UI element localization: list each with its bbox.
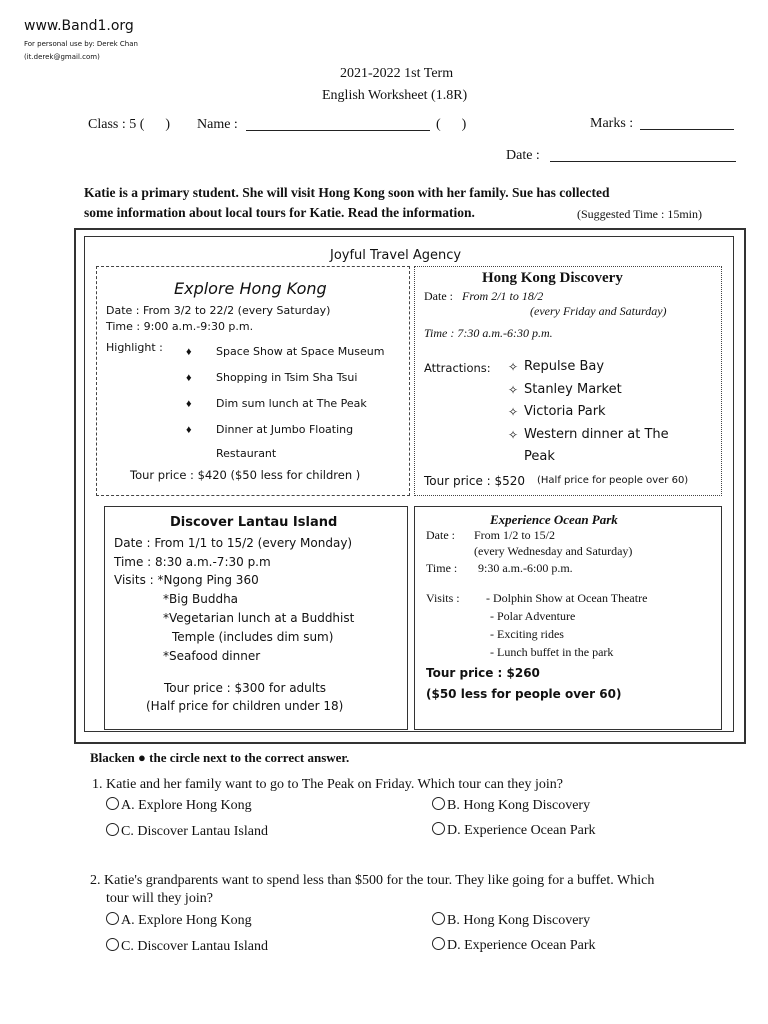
tour-card-hk-discovery xyxy=(414,266,722,496)
tour3-date: Date : From 1/1 to 15/2 (every Monday) xyxy=(114,536,353,550)
name-label: Name : xyxy=(197,117,238,132)
date-label: Date : xyxy=(506,148,540,163)
tour3-visit: *Vegetarian lunch at a Buddhist xyxy=(163,611,355,625)
q1-option-d[interactable] xyxy=(432,822,595,839)
tour1-highlight-label: Highlight : xyxy=(106,341,163,354)
q1-option-d-label: D. Experience Ocean Park xyxy=(447,823,596,838)
radio-circle-icon[interactable] xyxy=(432,797,445,810)
term-title: 2021-2022 1st Term xyxy=(340,66,454,81)
tour4-item: - Lunch buffet in the park xyxy=(490,645,614,659)
tour3-visit: Temple (includes dim sum) xyxy=(172,630,334,644)
tour4-time: 9:30 a.m.-6:00 p.m. xyxy=(478,561,573,575)
tour2-price: Tour price : $520 xyxy=(424,474,526,488)
tour4-title: Experience Ocean Park xyxy=(490,512,618,527)
diamond-bullet-icon: ♦ xyxy=(186,346,192,358)
radio-circle-icon[interactable] xyxy=(106,823,119,836)
diamond-bullet-icon: ♦ xyxy=(186,424,192,436)
tour2-price-note: (Half price for people over 60) xyxy=(537,475,689,486)
class-label: Class : 5 ( ) xyxy=(88,117,171,132)
q2-option-d-label: D. Experience Ocean Park xyxy=(447,938,596,953)
q2-option-c-label: C. Discover Lantau Island xyxy=(121,939,268,954)
tour2-date-label: Date : xyxy=(424,289,456,303)
tour2-attractions-label: Attractions: xyxy=(424,361,491,375)
date-field[interactable] xyxy=(550,161,736,162)
tour2-item: Victoria Park xyxy=(524,404,606,419)
site-watermark: www.Band1.org xyxy=(24,18,134,34)
question-2-text-cont: tour will they join? xyxy=(106,891,213,906)
q2-option-a[interactable] xyxy=(106,912,252,929)
intro-line-2: some information about local tours for Katie. Read the information. xyxy=(84,205,475,220)
tour1-time: Time : 9:00 a.m.-9:30 p.m. xyxy=(106,320,254,333)
radio-circle-icon[interactable] xyxy=(106,797,119,810)
tour4-item: - Exciting rides xyxy=(490,627,564,641)
q1-option-b-label: B. Hong Kong Discovery xyxy=(447,798,591,813)
q1-option-c[interactable] xyxy=(106,823,268,840)
tour1-price: Tour price : $420 ($50 less for children ) xyxy=(130,468,361,482)
marks-label: Marks : xyxy=(590,116,634,131)
answer-instruction: Blacken ● the circle next to the correct answer. xyxy=(90,750,350,765)
diamond-bullet-icon: ♦ xyxy=(186,398,192,410)
q1-option-a[interactable] xyxy=(106,797,252,814)
diamond-bullet-icon: ♦ xyxy=(186,372,192,384)
tour4-item: - Polar Adventure xyxy=(490,609,576,623)
q2-option-d[interactable] xyxy=(432,937,595,954)
tour2-date-days: (every Friday and Saturday) xyxy=(530,304,667,318)
tour4-date-label: Date : xyxy=(426,528,455,542)
class-number-field[interactable]: ( ) xyxy=(436,117,467,132)
star-bullet-icon: ✧ xyxy=(508,383,519,397)
question-1-text: 1. Katie and her family want to go to The Peak on Friday. Which tour can they join? xyxy=(92,777,563,792)
question-2-text: 2. Katie's grandparents want to spend less than $500 for the tour. They like going for a buffet. Which xyxy=(90,873,655,888)
marks-field[interactable] xyxy=(640,129,734,130)
q1-option-b[interactable] xyxy=(432,797,590,814)
tour2-item: Repulse Bay xyxy=(524,359,605,374)
radio-circle-icon[interactable] xyxy=(106,938,119,951)
tour1-item-continued: Restaurant xyxy=(216,447,277,460)
tour3-visit: Visits : *Ngong Ping 360 xyxy=(114,573,259,587)
q1-option-a-label: A. Explore Hong Kong xyxy=(121,798,252,813)
intro-line-1: Katie is a primary student. She will visit Hong Kong soon with her family. Sue has collected xyxy=(84,185,610,200)
tour2-item: Stanley Market xyxy=(524,382,622,397)
tour2-item: Western dinner at The xyxy=(524,427,669,442)
tour3-price-note: (Half price for children under 18) xyxy=(146,699,344,713)
star-bullet-icon: ✧ xyxy=(508,360,519,374)
tour2-time: Time : 7:30 a.m.-6:30 p.m. xyxy=(424,326,553,340)
tour3-title: Discover Lantau Island xyxy=(170,515,338,530)
agency-title: Joyful Travel Agency xyxy=(330,248,462,263)
q1-option-c-label: C. Discover Lantau Island xyxy=(121,824,268,839)
name-field[interactable] xyxy=(246,130,430,131)
tour4-price: Tour price : $260 xyxy=(426,666,540,680)
tour4-date: From 1/2 to 15/2 xyxy=(474,528,556,542)
tour1-date: Date : From 3/2 to 22/2 (every Saturday) xyxy=(106,304,331,317)
tour1-title: Explore Hong Kong xyxy=(174,279,327,298)
tour4-item: - Dolphin Show at Ocean Theatre xyxy=(486,591,648,605)
star-bullet-icon: ✧ xyxy=(508,405,519,419)
tour4-visits-label: Visits : xyxy=(426,591,460,605)
q2-option-b[interactable] xyxy=(432,912,590,929)
tour1-item: Shopping in Tsim Sha Tsui xyxy=(216,371,358,384)
tour4-time-label: Time : xyxy=(426,561,458,575)
tour3-visit: *Seafood dinner xyxy=(163,649,261,663)
tour4-price-note: ($50 less for people over 60) xyxy=(426,687,622,701)
email-note: (it.derek@gmail.com) xyxy=(24,53,100,61)
tour1-item: Space Show at Space Museum xyxy=(216,345,385,358)
tour4-date-days: (every Wednesday and Saturday) xyxy=(474,544,633,558)
radio-circle-icon[interactable] xyxy=(106,912,119,925)
radio-circle-icon[interactable] xyxy=(432,912,445,925)
tour2-title: Hong Kong Discovery xyxy=(482,270,623,286)
tour1-item: Dim sum lunch at The Peak xyxy=(216,397,367,410)
tour3-visit: *Big Buddha xyxy=(163,592,239,606)
q2-option-a-label: A. Explore Hong Kong xyxy=(121,913,252,928)
q2-option-b-label: B. Hong Kong Discovery xyxy=(447,913,591,928)
star-bullet-icon: ✧ xyxy=(508,428,519,442)
tour1-item: Dinner at Jumbo Floating xyxy=(216,423,354,436)
suggested-time: (Suggested Time : 15min) xyxy=(577,207,703,221)
radio-circle-icon[interactable] xyxy=(432,822,445,835)
tour3-time: Time : 8:30 a.m.-7:30 p.m xyxy=(114,555,271,569)
worksheet-title: English Worksheet (1.8R) xyxy=(322,88,468,103)
q2-option-c[interactable] xyxy=(106,938,268,955)
tour3-price: Tour price : $300 for adults xyxy=(164,681,327,695)
radio-circle-icon[interactable] xyxy=(432,937,445,950)
tour2-date: From 2/1 to 18/2 xyxy=(462,289,544,303)
personal-use-note: For personal use by: Derek Chan xyxy=(24,40,138,48)
tour2-item-continued: Peak xyxy=(524,449,555,464)
